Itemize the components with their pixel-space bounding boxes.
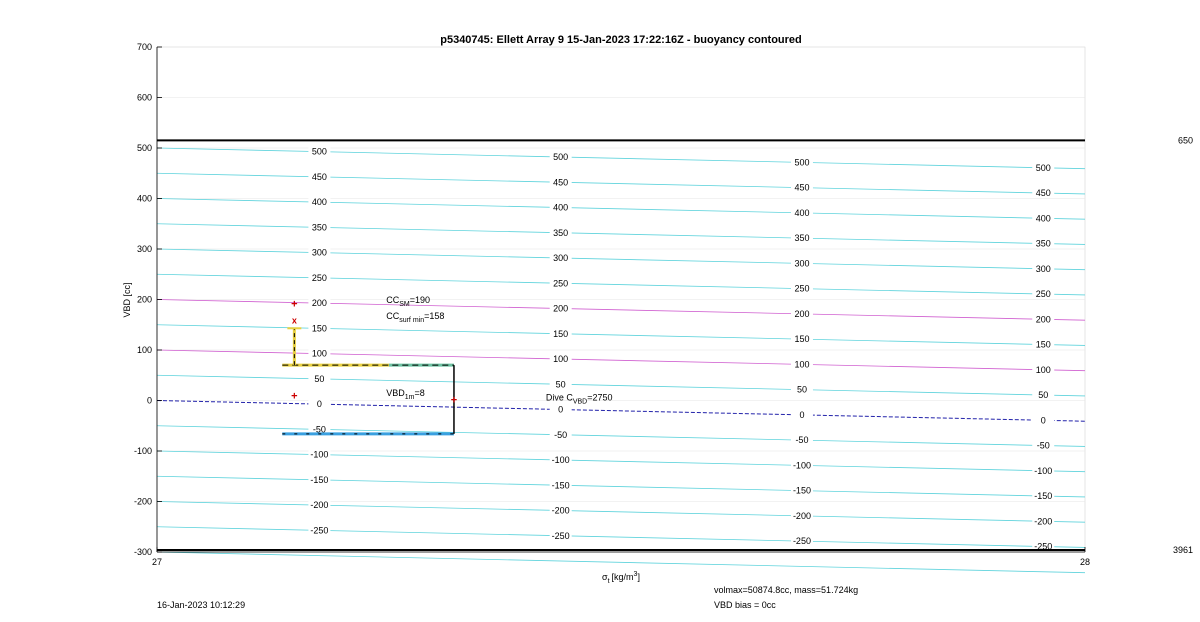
contour-label: 100 xyxy=(311,348,327,359)
contour-label: -200 xyxy=(551,505,570,516)
x-axis-label-close: ] xyxy=(637,572,640,582)
contour-label: -250 xyxy=(551,530,570,541)
contour-label: -250 xyxy=(310,525,329,536)
y-tick-label: 700 xyxy=(136,42,152,52)
y-tick-label: 100 xyxy=(136,345,152,355)
contour-label: 50 xyxy=(314,373,325,384)
contour-label: 500 xyxy=(553,152,569,163)
y-tick-label: 200 xyxy=(136,294,152,305)
x-axis-label-unit: [kg/m xyxy=(611,572,634,582)
contour-label: 300 xyxy=(794,258,810,269)
contour-label: 250 xyxy=(553,278,569,289)
contour-label: 250 xyxy=(1035,289,1051,300)
x-axis-label-symbol: σ xyxy=(602,572,608,582)
y-tick-label: 400 xyxy=(136,193,152,204)
contour-label: -50 xyxy=(1036,440,1050,451)
contour-label: 400 xyxy=(1035,213,1051,224)
footer-volmax: volmax=50874.8cc, mass=51.724kg xyxy=(714,585,859,595)
y-tick-label: 500 xyxy=(136,143,152,153)
contour-label: 150 xyxy=(1035,339,1051,350)
contour-label: -50 xyxy=(795,435,809,446)
contour-label: -150 xyxy=(1034,491,1053,502)
x-tick-label: 27 xyxy=(151,557,163,567)
contour-label: 150 xyxy=(794,334,810,345)
contour-label: -200 xyxy=(1034,516,1053,527)
contour-label: -100 xyxy=(310,449,329,460)
reference-line-label: 650 xyxy=(1177,135,1193,146)
footer-vbd-bias: VBD bias = 0cc xyxy=(714,600,776,610)
contour-label: 250 xyxy=(794,283,810,294)
marker: x xyxy=(291,315,297,326)
y-axis-label: VBD [cc] xyxy=(122,282,132,318)
annotation-subscript: 1m xyxy=(404,393,415,401)
annotation-main: CC xyxy=(386,311,400,322)
contour-label: 350 xyxy=(1035,238,1051,249)
y-tick-label: -300 xyxy=(133,547,152,557)
contour-label: 400 xyxy=(311,197,327,208)
contour-label: 50 xyxy=(796,384,807,395)
x-axis-label-superscript: 3 xyxy=(633,571,638,578)
contour-label: -200 xyxy=(792,510,811,521)
annotation-value: =158 xyxy=(424,311,445,322)
annotation-value: =8 xyxy=(414,387,425,398)
contour-label: 300 xyxy=(1035,263,1051,274)
annotation-main: Dive C xyxy=(545,392,573,403)
contour-label: 300 xyxy=(553,253,569,264)
contour-label: 250 xyxy=(311,272,327,283)
contour-line xyxy=(157,552,1085,573)
contour-label: 350 xyxy=(311,222,327,233)
contour-label: 500 xyxy=(1035,162,1051,173)
contour-label: -100 xyxy=(792,460,811,471)
contour-label: 50 xyxy=(1038,390,1049,401)
contour-label: -150 xyxy=(551,480,570,491)
contour-label: -250 xyxy=(792,536,811,547)
annotation-main: CC xyxy=(386,295,400,306)
contour-label: -50 xyxy=(554,429,568,440)
marker: + xyxy=(450,394,458,407)
annotation-subscript: VBD xyxy=(572,398,588,406)
chart-title: p5340745: Ellett Array 9 15-Jan-2023 17:22:16Z - buoyancy contoured xyxy=(440,34,802,46)
contour-label: 0 xyxy=(1040,415,1046,426)
y-tick-label: 0 xyxy=(146,395,152,406)
y-tick-label: 600 xyxy=(136,92,152,103)
marker: + xyxy=(291,298,298,311)
contour-label: 0 xyxy=(316,399,322,410)
contour-label: 150 xyxy=(311,323,327,334)
contour-label: 0 xyxy=(799,409,805,420)
contour-label: -200 xyxy=(310,500,329,511)
contour-label: 350 xyxy=(794,233,810,244)
contour-label: 300 xyxy=(311,247,327,258)
contour-label: 450 xyxy=(794,182,810,193)
footer-date: 16-Jan-2023 10:12:29 xyxy=(157,600,246,610)
contour-label: 150 xyxy=(553,328,569,339)
contour-label: 50 xyxy=(555,379,566,390)
contour-label: -150 xyxy=(792,485,811,496)
x-axis-label xyxy=(602,571,640,585)
annotation-subscript: surf min xyxy=(399,317,425,325)
contour-label: -150 xyxy=(310,474,329,485)
contour-label: 200 xyxy=(311,298,327,309)
contour-label: 450 xyxy=(311,171,327,182)
x-tick-label: 28 xyxy=(1079,557,1091,567)
y-tick-label: 300 xyxy=(136,244,152,254)
contour-label: 100 xyxy=(794,359,810,370)
contour-label: -50 xyxy=(312,424,326,435)
contour-label: 200 xyxy=(794,308,810,319)
annotation-value: =190 xyxy=(409,295,430,306)
y-tick-label: -200 xyxy=(133,496,152,507)
reference-line-label: 3961 xyxy=(1172,544,1193,555)
y-tick-label: -100 xyxy=(133,446,152,456)
contour-label: -250 xyxy=(1034,541,1053,552)
contour-label: 100 xyxy=(1035,364,1051,375)
x-axis-label-subscript: t xyxy=(607,578,610,585)
annotation-value: =2750 xyxy=(587,392,613,403)
contour-label: 0 xyxy=(558,404,564,415)
contour-label: -100 xyxy=(551,455,570,466)
contour-label: 500 xyxy=(794,157,810,168)
contour-label: 100 xyxy=(553,354,569,365)
annotation-main: VBD xyxy=(386,387,405,398)
annotation-subscript: SM xyxy=(399,301,410,309)
contour-label: 450 xyxy=(553,177,569,188)
contour-label: 500 xyxy=(311,146,327,157)
contour-label: 350 xyxy=(553,227,569,238)
contour-label: 450 xyxy=(1035,188,1051,199)
contour-label: 400 xyxy=(794,207,810,218)
marker: + xyxy=(291,390,298,403)
contour-label: 400 xyxy=(553,202,569,213)
contour-label: 200 xyxy=(553,303,569,314)
contour-label: 200 xyxy=(1035,314,1051,325)
contour-label: -100 xyxy=(1034,465,1053,476)
